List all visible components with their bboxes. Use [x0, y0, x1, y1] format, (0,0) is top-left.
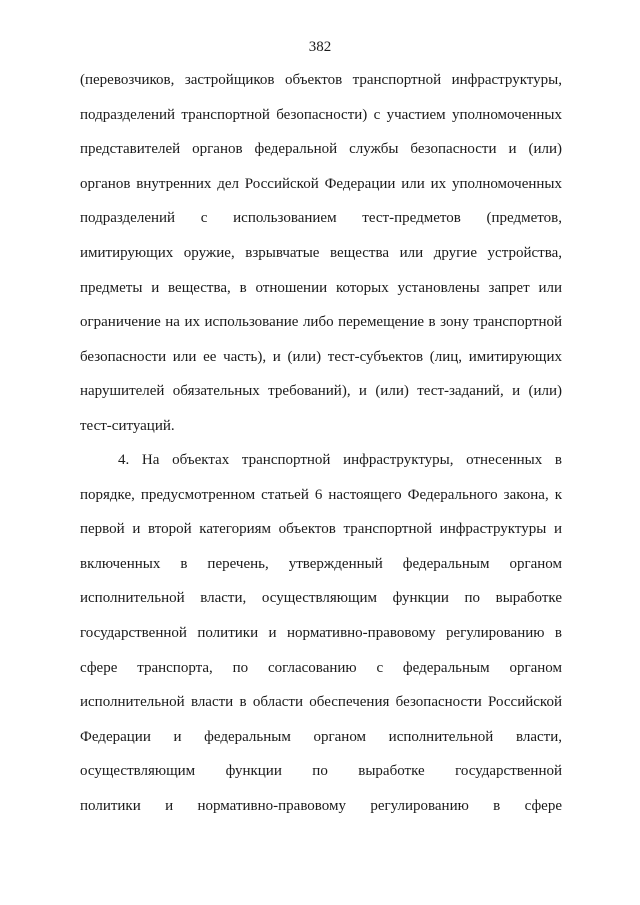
- text-line: порядке, предусмотренном статьей 6 настоящего Федерального закона, к: [80, 486, 562, 503]
- text-line: включенных в перечень, утвержденный федеральным органом: [80, 555, 562, 572]
- text-line: имитирующих оружие, взрывчатые вещества или другие устройства,: [80, 244, 562, 261]
- text-line: Федерации и федеральным органом исполнительной власти,: [80, 728, 562, 745]
- paragraph-1: [80, 71, 562, 452]
- text-line: политики и нормативно-правовому регулированию в сфере: [80, 797, 562, 814]
- text-line: государственной политики и нормативно-правовому регулированию в: [80, 624, 562, 641]
- page-number: 382: [308, 39, 332, 55]
- text-line: тест-ситуаций.: [80, 417, 175, 434]
- text-line: сфере транспорта, по согласованию с федеральным органом: [80, 659, 562, 676]
- text-line: исполнительной власти в области обеспечения безопасности Российской: [80, 694, 562, 711]
- paragraph-2: [80, 451, 562, 832]
- text-line: представителей органов федеральной службы безопасности и (или): [80, 141, 562, 158]
- text-line: подразделений транспортной безопасности) с участием уполномоченных: [80, 106, 562, 123]
- text-line: предметы и вещества, в отношении которых установлены запрет или: [80, 279, 562, 296]
- text-line: ограничение на их использование либо перемещение в зону транспортной: [80, 314, 562, 331]
- text-line: нарушителей обязательных требований), и (или) тест-заданий, и (или): [80, 383, 562, 400]
- text-line: органов внутренних дел Российской Федерации или их уполномоченных: [80, 175, 562, 192]
- text-line: первой и второй категориям объектов транспортной инфраструктуры и: [80, 521, 562, 538]
- text-line: (перевозчиков, застройщиков объектов транспортной инфраструктуры,: [80, 72, 562, 88]
- text-line: осуществляющим функции по выработке государственной: [80, 763, 562, 780]
- text-line: исполнительной власти, осуществляющим функции по выработке: [80, 590, 562, 607]
- text-line: подразделений с использованием тест-предметов (предметов,: [80, 210, 562, 227]
- text-line: 4. На объектах транспортной инфраструктуры, отнесенных в: [118, 452, 562, 468]
- text-line: безопасности или ее часть), и (или) тест-субъектов (лиц, имитирующих: [80, 348, 562, 365]
